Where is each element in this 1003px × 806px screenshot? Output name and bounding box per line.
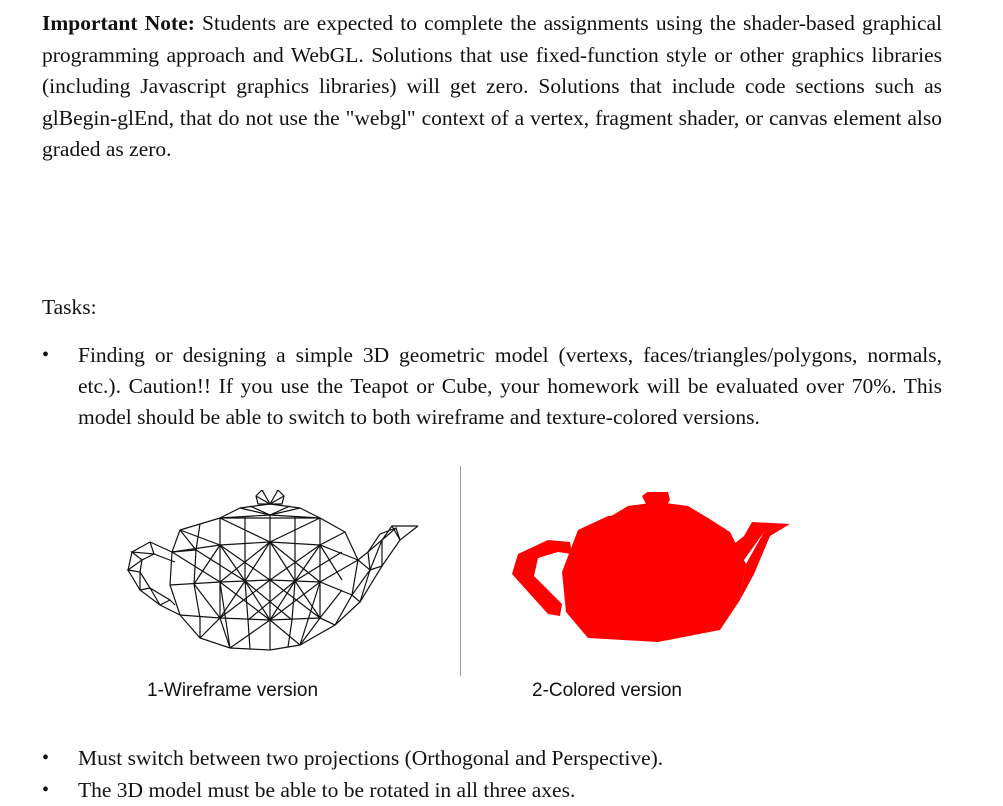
bullet-icon: • [42,344,50,366]
task-text: Finding or designing a simple 3D geometric model (vertexs, faces/triangles/polygons, normals, etc.). Caution!! If you use the Teapot or Cube, your homework will be evaluated over 70%. This model should be able to switch to both wireframe and texture-colored versions. [78,343,942,429]
wireframe-caption: 1-Wireframe version [147,680,319,701]
bottom-task-list [42,742,942,806]
task-text: Must switch between two projections (Orthogonal and Perspective). [78,746,664,770]
note-label: Important Note: [42,11,195,35]
note-text: Students are expected to complete the assignments using the shader-based graphical programming approach and WebGL. Solutions that use fixed-function style or other graphics libraries (including Javascript graphics libraries) will get zero. Solutions that include code sections such as glBegin-glEnd, that do not use the "webgl" context of a vertex, fragment shader, or canvas element also graded as zero. [42,11,942,161]
teapot-figure [0,462,1003,722]
task-list [42,340,942,433]
wireframe-teapot-image [120,490,420,660]
important-note [42,8,942,166]
figure-divider [460,466,461,676]
task-text: The 3D model must be able to be rotated in all three axes. [78,778,576,802]
bullet-icon: • [42,747,50,769]
list-item [42,774,942,806]
list-item [42,742,942,774]
tasks-heading: Tasks: [42,295,97,319]
bullet-icon: • [42,779,50,801]
colored-teapot-image [508,492,798,652]
colored-caption: 2-Colored version [532,680,682,701]
list-item [42,340,942,433]
